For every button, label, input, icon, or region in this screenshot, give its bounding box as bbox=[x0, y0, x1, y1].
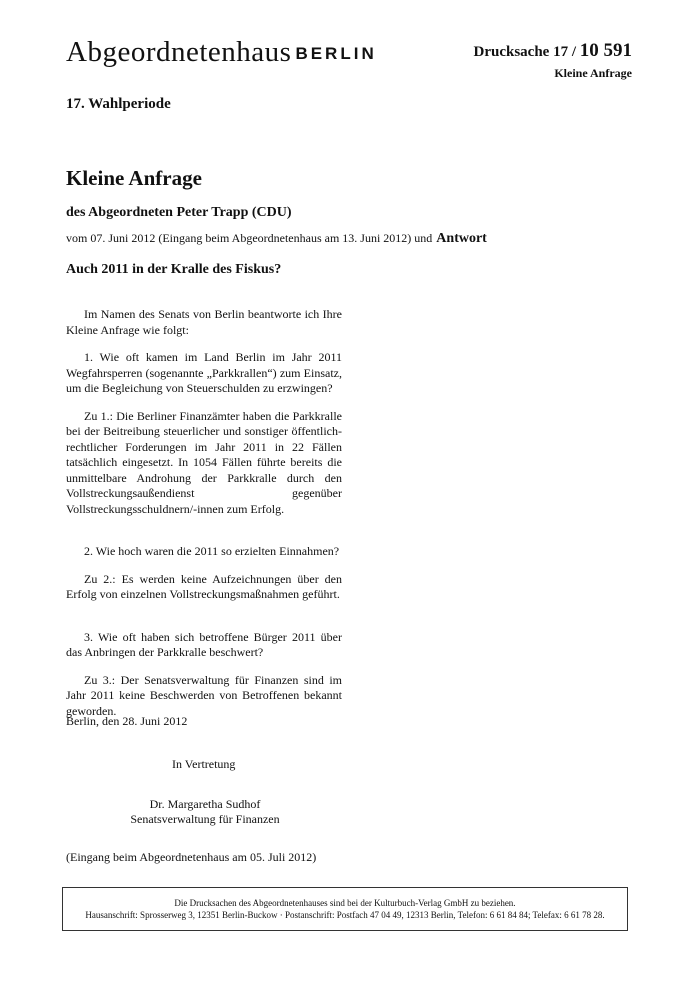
legislative-period: 17. Wahlperiode bbox=[66, 96, 171, 112]
footer-line-1: Die Drucksachen des Abgeordnetenhauses sind bei der Kulturbuch-Verlag GmbH zu beziehen. bbox=[174, 898, 516, 908]
drucksache-number: 10 591 bbox=[579, 40, 632, 61]
date-line bbox=[66, 231, 487, 247]
drucksache-prefix: Drucksache 17 / bbox=[473, 44, 580, 60]
logo-city-text: BERLIN bbox=[295, 44, 377, 63]
date-line-text: vom 07. Juni 2012 (Eingang beim Abgeordnetenhaus am 13. Juni 2012) und bbox=[66, 231, 433, 245]
document-kind: Kleine Anfrage bbox=[554, 66, 632, 80]
author-line: des Abgeordneten Peter Trapp (CDU) bbox=[66, 205, 292, 220]
question-2: 2. Wie hoch waren die 2011 so erzielten Einnahmen? bbox=[84, 544, 340, 558]
intro-paragraph: Im Namen des Senats von Berlin beantworte ich Ihre Kleine Anfrage wie folgt: bbox=[66, 307, 342, 337]
received-note: (Eingang beim Abgeordnetenhaus am 05. Juli 2012) bbox=[66, 850, 317, 864]
signatory-name: Dr. Margaretha Sudhof bbox=[149, 797, 261, 811]
document-reference bbox=[474, 40, 633, 81]
answer-3: Zu 3.: Der Senatsverwaltung für Finanzen sind im Jahr 2011 keine Beschwerden von Betroffenen bekannt geworden. bbox=[66, 672, 342, 718]
signatory-department: Senatsverwaltung für Finanzen bbox=[130, 812, 280, 826]
answer-2: Zu 2.: Es werden keine Aufzeichnungen über den Erfolg von einzelnen Vollstreckungsmaßnahmen geführt. bbox=[66, 571, 342, 601]
deputy-note: In Vertretung bbox=[172, 757, 236, 771]
footer-line-2: Hausanschrift: Sprosserweg 3, 12351 Berlin-Buckow · Postanschrift: Postfach 47 04 49, 12313 Berlin, Telefon: 6 61 84 84; Telefax: 6 61 78 28. bbox=[85, 910, 605, 920]
answer-label: Antwort bbox=[436, 231, 487, 246]
question-3: 3. Wie oft haben sich betroffene Bürger 2011 über das Anbringen der Parkkralle beschwert? bbox=[66, 629, 342, 659]
sign-place-date: Berlin, den 28. Juni 2012 bbox=[66, 714, 188, 728]
signatory-block bbox=[120, 797, 290, 827]
drucksache-line bbox=[474, 40, 633, 62]
logo-house-text: Abgeordnetenhaus bbox=[66, 36, 292, 68]
footer-notice bbox=[62, 887, 628, 931]
question-1: 1. Wie oft kamen im Land Berlin im Jahr 2011 Wegfahrsperren (sogenannte „Parkkrallen“) zum Einsatz, um die Begleichung von Steuerschulden zu erzwingen? bbox=[66, 350, 342, 395]
subject-heading: Auch 2011 in der Kralle des Fiskus? bbox=[66, 262, 282, 277]
document-title: Kleine Anfrage bbox=[66, 166, 202, 190]
answer-body bbox=[66, 307, 342, 719]
answer-1: Zu 1.: Die Berliner Finanzämter haben die Parkkralle bei der Beitreibung steuerlicher und sonstiger öffentlich-rechtlicher Forderungen im Jahr 2011 in 22 Fällen tatsächlich eingesetzt. In 1054 Fällen führte bereits die unmittelbare Androhung der Parkkralle durch den Vollstreckungsaußendienst gegenüber Vollstreckungsschuldnern/-innen zum Erfolg. bbox=[66, 408, 342, 516]
parliament-logo bbox=[66, 36, 377, 69]
